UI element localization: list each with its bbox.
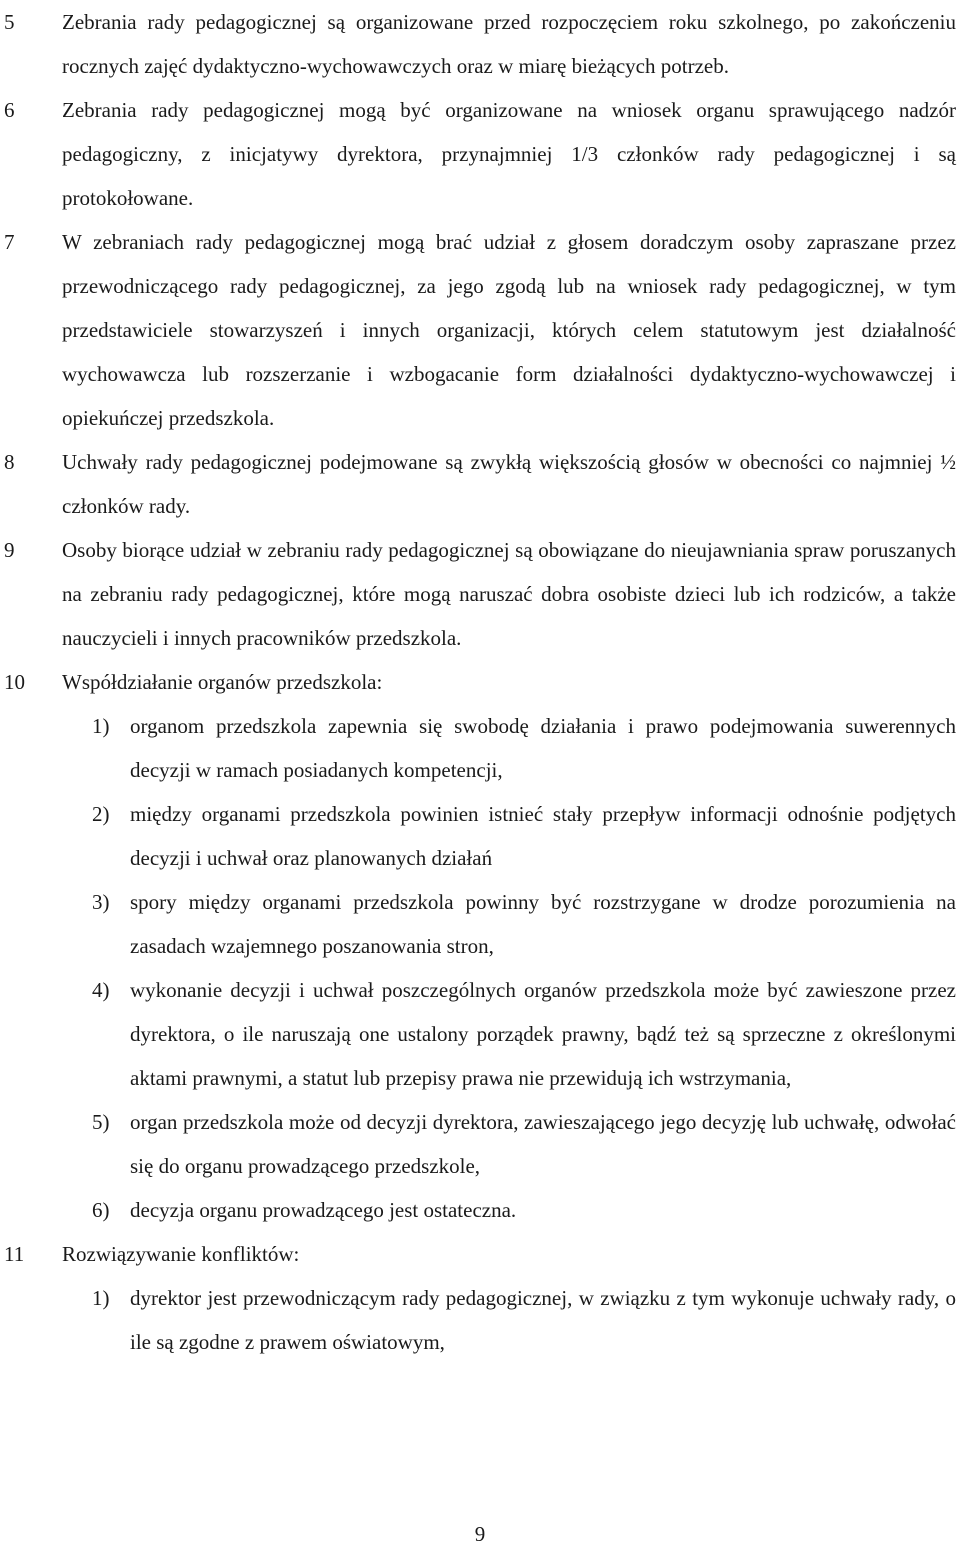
list-item-10-5 [0,1100,960,1188]
paragraph-6 [0,88,960,220]
paragraph-text: Uchwały rady pedagogicznej podejmowane są zwykłą większością głosów w obecności co najmniej ½ członków rady. [62,450,956,518]
list-item-number: 1) [92,1286,110,1310]
list-item-number: 2) [92,802,110,826]
paragraph-text: Współdziałanie organów przedszkola: [62,670,383,694]
list-item-text: decyzja organu prowadzącego jest ostateczna. [130,1198,517,1222]
list-item-number: 1) [92,714,110,738]
list-item-10-6 [0,1188,960,1232]
paragraph-number: 9 [4,538,15,562]
paragraph-text: Rozwiązywanie konfliktów: [62,1242,300,1266]
paragraph-text: Osoby biorące udział w zebraniu rady pedagogicznej są obowiązane do nieujawniania spraw poruszanych na zebraniu rady pedagogicznej, które mogą naruszać dobra osobiste dzieci lub ich rodziców, a także nauczycieli i innych pracowników przedszkola. [62,538,956,650]
list-item-11-1 [0,1276,960,1364]
paragraph-11 [0,1232,960,1276]
paragraph-text: Zebrania rady pedagogicznej są organizowane przed rozpoczęciem roku szkolnego, po zakończeniu rocznych zajęć dydaktyczno-wychowawczych oraz w miarę bieżących potrzeb. [62,10,956,78]
list-item-text: dyrektor jest przewodniczącym rady pedagogicznej, w związku z tym wykonuje uchwały rady, o ile są zgodne z prawem oświatowym, [130,1286,956,1354]
list-item-10-4 [0,968,960,1100]
paragraph-9 [0,528,960,660]
paragraph-8 [0,440,960,528]
list-item-10-3 [0,880,960,968]
list-item-text: organom przedszkola zapewnia się swobodę działania i prawo podejmowania suwerennych decyzji w ramach posiadanych kompetencji, [130,714,956,782]
list-item-text: między organami przedszkola powinien istnieć stały przepływ informacji odnośnie podjętych decyzji i uchwał oraz planowanych działań [130,802,956,870]
paragraph-number: 5 [4,10,15,34]
paragraph-text: Zebrania rady pedagogicznej mogą być organizowane na wniosek organu sprawującego nadzór pedagogiczny, z inicjatywy dyrektora, przynajmniej 1/3 członków rady pedagogicznej i są protokołowane. [62,98,956,210]
paragraph-number: 10 [4,670,25,694]
paragraph-text: W zebraniach rady pedagogicznej mogą brać udział z głosem doradczym osoby zapraszane przez przewodniczącego rady pedagogicznej, za jego zgodą lub na wniosek rady pedagogicznej, w tym przedstawiciele stowarzyszeń i innych organizacji, których celem statutowym jest działalność wychowawcza lub rozszerzanie i wzbogacanie form działalności dydaktyczno-wychowawczej i opiekuńczej przedszkola. [62,230,956,430]
list-item-10-2 [0,792,960,880]
list-item-number: 3) [92,890,110,914]
list-item-text: wykonanie decyzji i uchwał poszczególnych organów przedszkola może być zawieszone przez dyrektora, o ile naruszają one ustalony porządek prawny, bądź też są sprzeczne z określonymi aktami prawnymi, a statut lub przepisy prawa nie przewidują ich wstrzymania, [130,978,956,1090]
paragraph-7 [0,220,960,440]
paragraph-10 [0,660,960,704]
list-item-number: 6) [92,1198,110,1222]
paragraph-number: 6 [4,98,15,122]
list-item-number: 5) [92,1110,110,1134]
paragraph-number: 7 [4,230,15,254]
paragraph-5 [0,0,960,88]
list-item-text: spory między organami przedszkola powinny być rozstrzygane w drodze porozumienia na zasadach wzajemnego poszanowania stron, [130,890,956,958]
page-number: 9 [474,1522,486,1546]
paragraph-number: 8 [4,450,15,474]
list-item-text: organ przedszkola może od decyzji dyrektora, zawieszającego jego decyzję lub uchwałę, odwołać się do organu prowadzącego przedszkole, [130,1110,956,1178]
list-item-10-1 [0,704,960,792]
list-item-number: 4) [92,978,110,1002]
paragraph-number: 11 [4,1242,25,1266]
